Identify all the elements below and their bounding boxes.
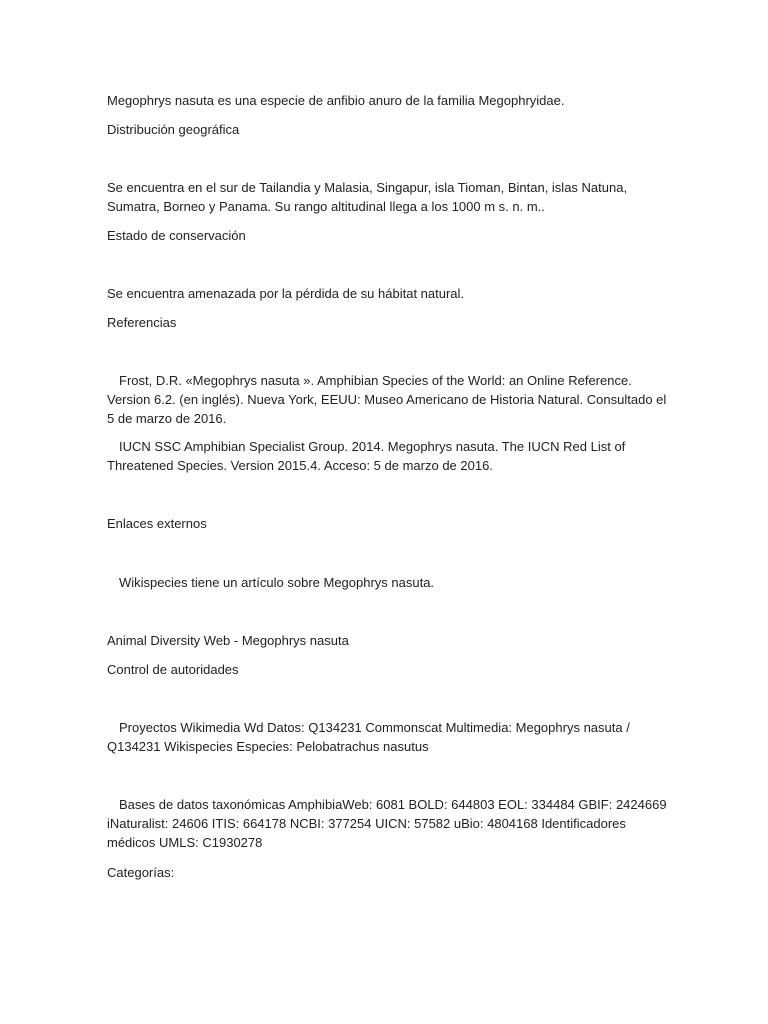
- references-heading: Referencias: [107, 315, 177, 330]
- conservation-heading: Estado de conservación: [107, 228, 246, 243]
- taxonomic-databases-text: Bases de datos taxonómicas AmphibiaWeb: 6081 BOLD: 644803 EOL: 334484 GBIF: 2424669 iNaturalist: 24606 ITIS: 664178 NCBI: 377254 UICN: 57582 uBio: 4804168 Identificadores médicos UMLS: C1930278: [107, 797, 667, 850]
- reference-item-2: IUCN SSC Amphibian Specialist Group. 2014. Megophrys nasuta. The IUCN Red List of Threatened Species. Version 2015.4. Acceso: 5 de marzo de 2016.: [107, 439, 626, 473]
- categories-heading: Categorías:: [107, 865, 175, 880]
- wikimedia-projects-text: Proyectos Wikimedia Wd Datos: Q134231 Commonscat Multimedia: Megophrys nasuta / Q134231 Wikispecies Especies: Pelobatrachus nasutus: [107, 720, 630, 754]
- authority-control-heading: Control de autoridades: [107, 662, 239, 677]
- distribution-heading: Distribución geográfica: [107, 122, 240, 137]
- intro-paragraph: Megophrys nasuta es una especie de anfibio anuro de la familia Megophryidae.: [107, 93, 565, 108]
- distribution-paragraph: Se encuentra en el sur de Tailandia y Malasia, Singapur, isla Tioman, Bintan, islas Natuna, Sumatra, Borneo y Panama. Su rango altitudinal llega a los 1000 m s. n. m..: [107, 180, 628, 214]
- conservation-paragraph: Se encuentra amenazada por la pérdida de su hábitat natural.: [107, 286, 465, 301]
- adw-link: Animal Diversity Web - Megophrys nasuta: [107, 633, 349, 648]
- external-links-heading: Enlaces externos: [107, 516, 207, 531]
- reference-item-1: Frost, D.R. «Megophrys nasuta ». Amphibian Species of the World: an Online Reference. Version 6.2. (en inglés). Nueva York, EEUU: Museo Americano de Historia Natural. Consultado el 5 de marzo de 2016.: [107, 373, 667, 426]
- wikispecies-link-text: Wikispecies tiene un artículo sobre Megophrys nasuta.: [119, 575, 435, 590]
